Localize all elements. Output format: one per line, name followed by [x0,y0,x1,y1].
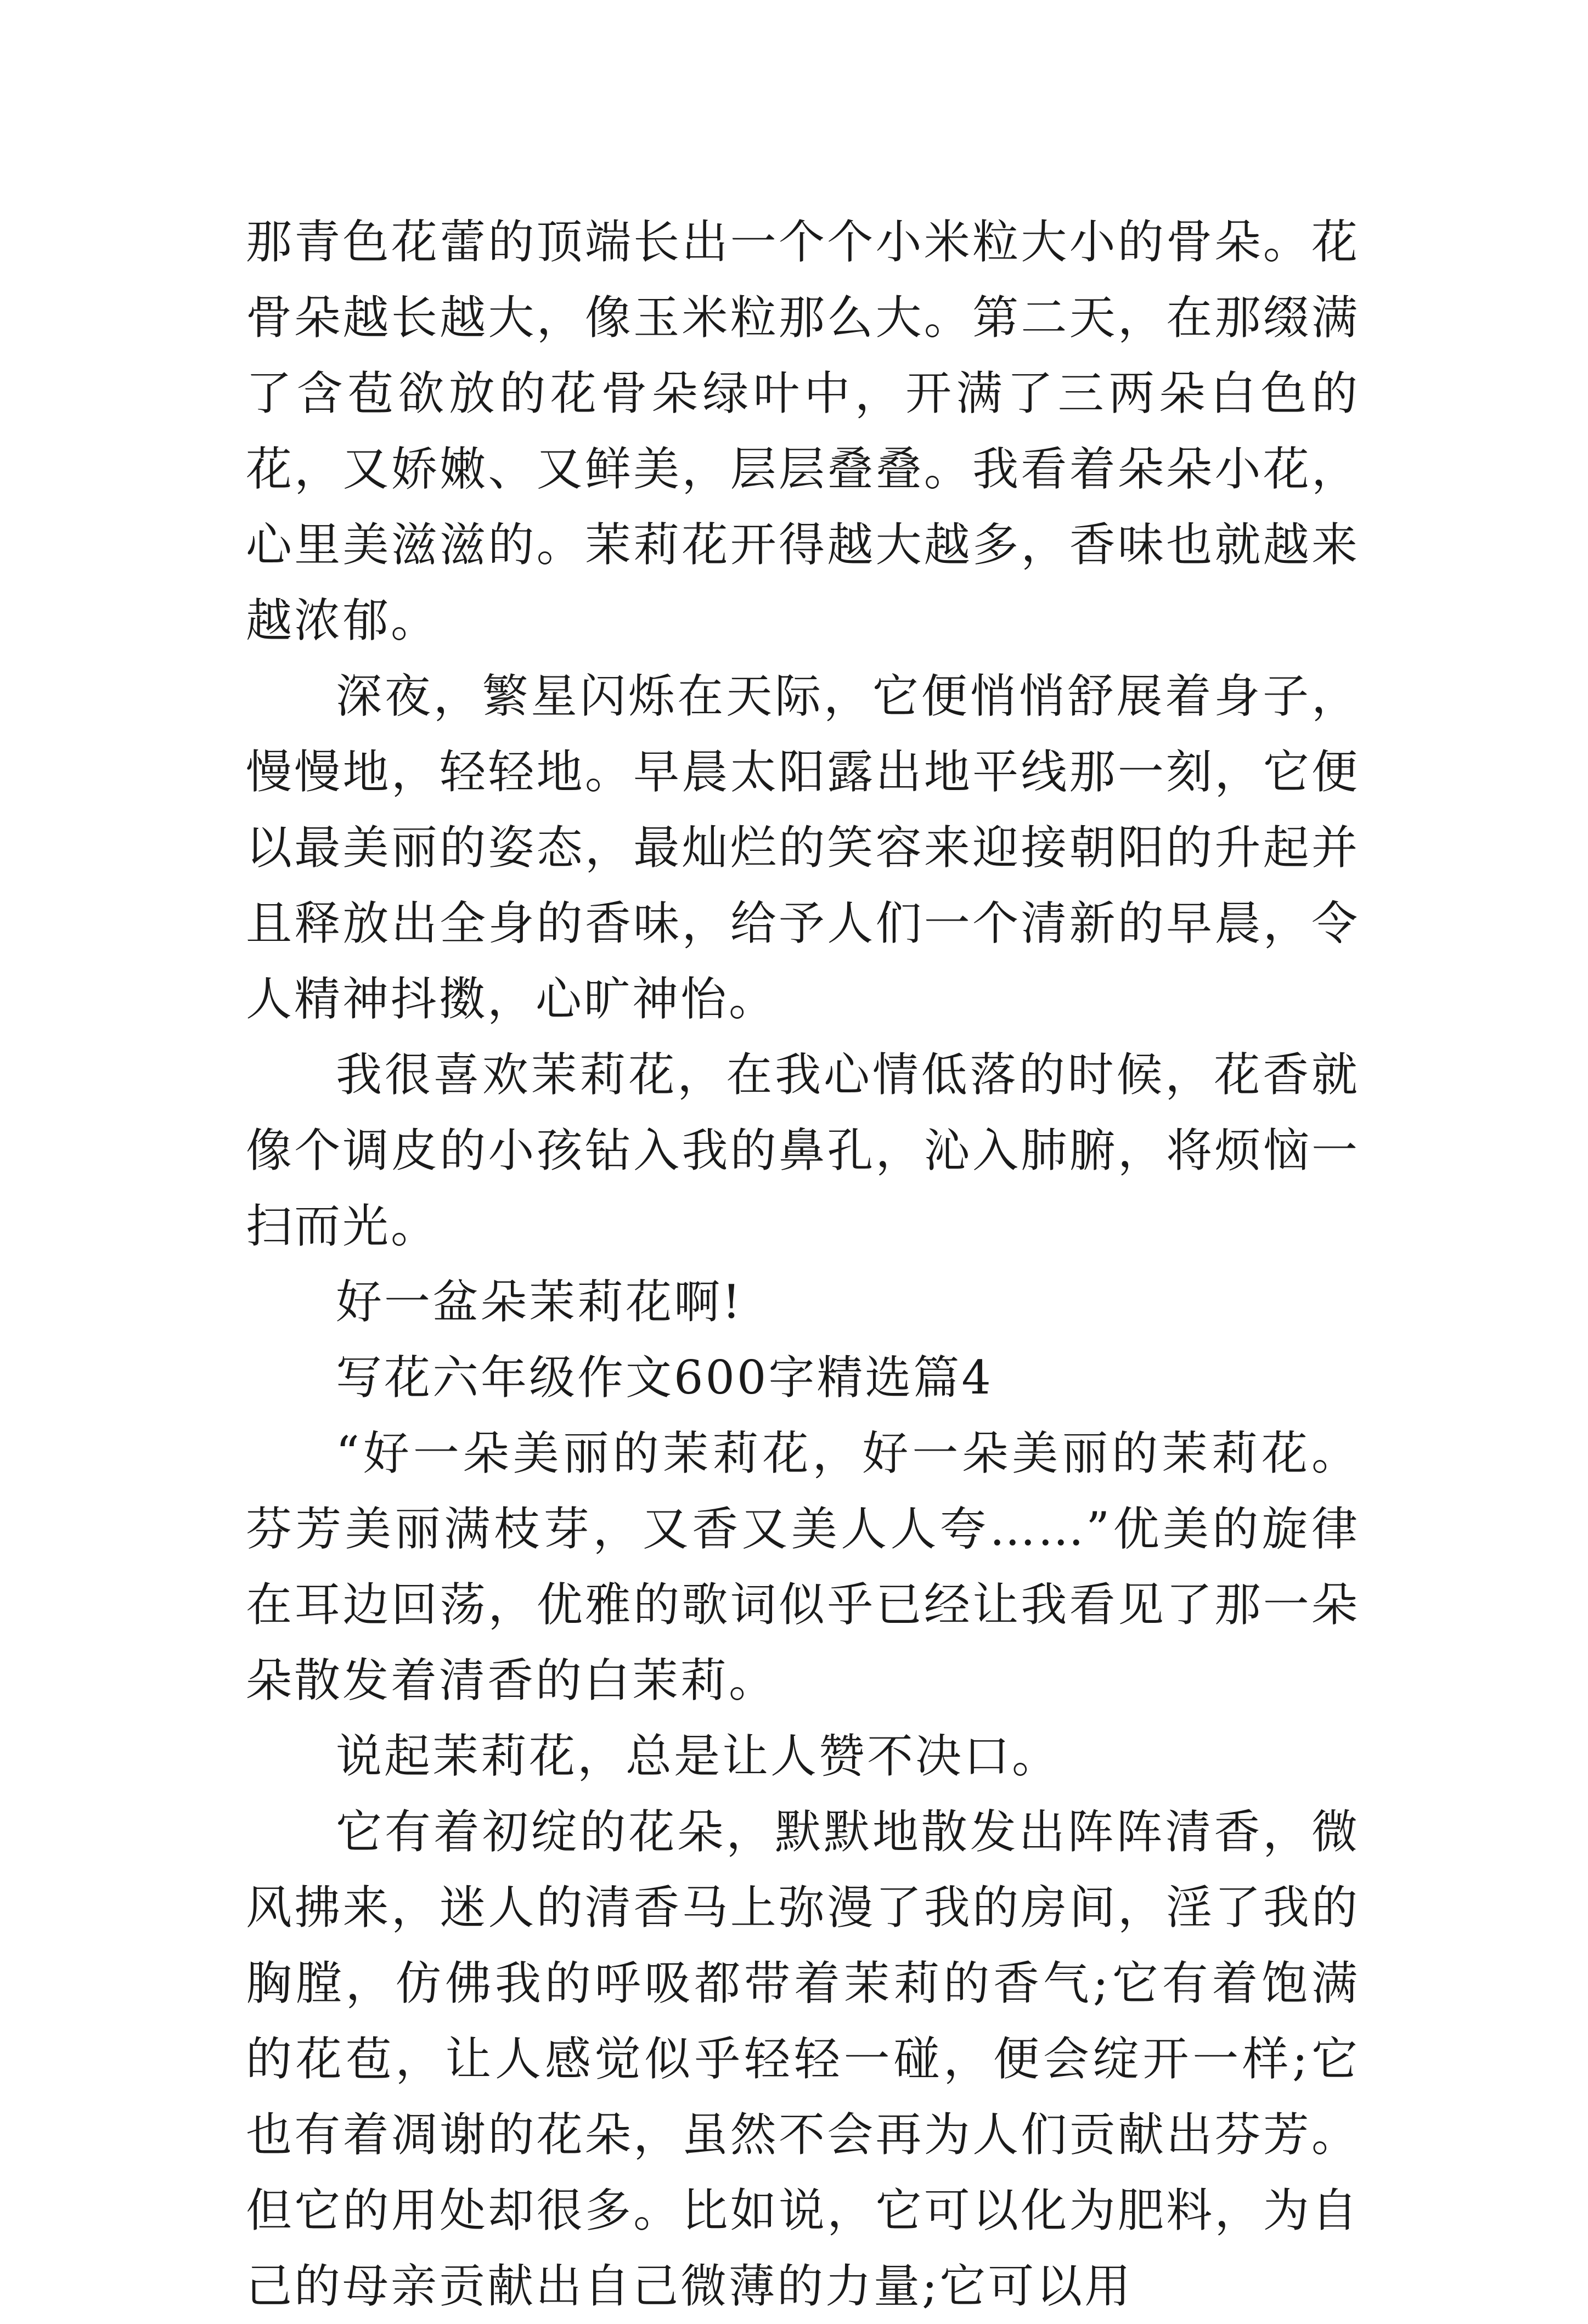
paragraph-2: 深夜，繁星闪烁在天际，它便悄悄舒展着身子，慢慢地，轻轻地。早晨太阳露出地平线那一刻，它便以最美丽的姿态，最灿烂的笑容来迎接朝阳的升起并且释放出全身的香味，给予人们一个清新的早晨，令人精神抖擞，心旷神怡。 [246,669,1360,1026]
paragraph-6: 说起茉莉花，总是让人赞不决口。 [336,1729,1061,1783]
section-heading: 写花六年级作文600字精选篇4 [336,1351,993,1404]
paragraph-5: “好一朵美丽的茉莉花，好一朵美丽的茉莉花。芬芳美丽满枝芽，又香又美人人夸……”优美的旋律在耳边回荡，优雅的歌词似乎已经让我看见了那一朵朵散发着清香的白茉莉。 [246,1426,1360,1707]
paragraph-7: 它有着初绽的花朵，默默地散发出阵阵清香，微风拂来，迷人的清香马上弥漫了我的房间，淫了我的胸膛，仿佛我的呼吸都带着茉莉的香气;它有着饱满的花苞，让人感觉似乎轻轻一碰，便会绽开一样;它也有着凋谢的花朵，虽然不会再为人们贡献出芬芳。但它的用处却很多。比如说，它可以化为肥料，为自己的母亲贡献出自己微薄的力量;它可以用 [246,1805,1360,2313]
body-text [246,204,1360,2324]
paragraph-4: 好一盆朵茉莉花啊! [336,1275,743,1329]
paragraph-3: 我很喜欢茉莉花，在我心情低落的时候，花香就像个调皮的小孩钻入我的鼻孔，沁入肺腑，将烦恼一扫而光。 [246,1048,1360,1253]
paragraph-1: 那青色花蕾的顶端长出一个个小米粒大小的骨朵。花骨朵越长越大，像玉米粒那么大。第二天，在那缀满了含苞欲放的花骨朵绿叶中，开满了三两朵白色的花，又娇嫩、又鲜美，层层叠叠。我看着朵朵小花，心里美滋滋的。茉莉花开得越大越多，香味也就越来越浓郁。 [246,215,1360,647]
